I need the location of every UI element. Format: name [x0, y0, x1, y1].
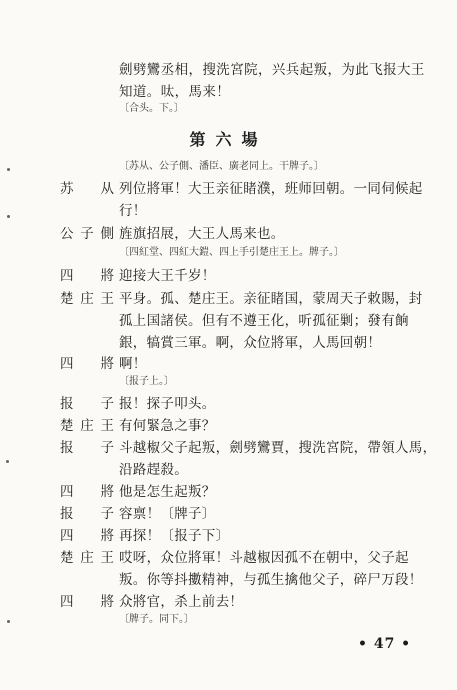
speech-line: 报！探子叩头。: [119, 396, 216, 412]
top-stage-direction: 〔合头。下。〕: [119, 103, 184, 114]
speech-text: [119, 393, 444, 415]
stage-direction: 〔报子上。〕: [119, 376, 174, 387]
speech-line: 有何緊急之事？: [119, 418, 216, 434]
speech-text: [119, 591, 444, 613]
speaker: 四將: [60, 268, 114, 284]
scan-speck: [7, 168, 10, 171]
speaker: 苏从: [60, 181, 114, 197]
speech-line: 再探！〔报子下〕: [119, 528, 230, 544]
speaker: 楚庄王: [60, 291, 114, 307]
speech-line: 哎呀，众位將軍！斗越椒因孤不在朝中，父子起: [119, 550, 409, 566]
speech-text: [119, 503, 444, 525]
scan-speck: [7, 215, 10, 218]
scene-title: 第六場: [189, 130, 268, 149]
speaker: 楚庄王: [60, 550, 114, 566]
speech-text: [119, 547, 444, 591]
scene-stage-direction: 〔苏从、公子側、潘臣、廣老同上。干牌子。〕: [119, 161, 324, 172]
top-speech-line-2: 知道。呔，馬来！: [119, 84, 231, 100]
speech-line: 列位將軍！大王亲征睹濮，班师回朝。一同伺候起: [119, 181, 423, 197]
speech-line: 众將官，杀上前去！: [119, 594, 244, 610]
stage-direction: 〔四紅堂、四紅大鎧、四上手引楚庄王上。牌子。〕: [119, 247, 344, 258]
stage-direction: 〔牌子。同下。〕: [119, 614, 194, 625]
scan-speck: [7, 620, 10, 623]
speech-line: 他是怎生起叛？: [119, 484, 216, 500]
speaker: 公子側: [60, 226, 114, 242]
speaker: 四將: [60, 484, 114, 500]
speech-line: 斗越椒父子起叛，劍劈鸞賈，搜洗宮院，帶領人馬，: [119, 440, 437, 456]
top-speech-line-1: 劍劈鸞丞相，搜洗宮院，兴兵起叛，为此飞报大王: [119, 62, 425, 78]
speech-line: 啊！: [119, 356, 147, 372]
speech-text: [119, 353, 444, 375]
page-number: • 47 •: [358, 636, 412, 652]
speech-line: 平身。孤、楚庄王。亲征睹国，蒙周天子敕賜，封: [119, 291, 423, 307]
speech-line: 孤上国諸侯。但有不遵王化，听孤征剿；發有餉: [119, 313, 409, 329]
speaker: 报子: [60, 396, 114, 412]
speech-line: 容禀！〔牌子〕: [119, 506, 216, 522]
speaker: 四將: [60, 594, 114, 610]
speech-text: [119, 178, 444, 222]
speech-text: [119, 525, 444, 547]
speech-line: 旌旗招展，大王人馬来也。: [119, 226, 285, 242]
speech-line: 銀，犒賞三軍。啊，众位將軍，人馬回朝！: [119, 335, 382, 351]
speaker: 四將: [60, 528, 114, 544]
speech-text: [119, 288, 444, 354]
speech-text: [119, 223, 444, 245]
speech-line: 叛。你等抖擻精神，与孤生擒他父子，碎尸万段！: [119, 572, 423, 588]
speech-line: 迎接大王千岁！: [119, 268, 216, 284]
speech-text: [119, 437, 444, 481]
speaker: 楚庄王: [60, 418, 114, 434]
scan-speck: [6, 460, 9, 463]
speaker: 四將: [60, 356, 114, 372]
speaker: 报子: [60, 440, 114, 456]
speech-text: [119, 415, 444, 437]
speech-text: [119, 481, 444, 503]
speech-text: [119, 265, 444, 287]
speaker: 报子: [60, 506, 114, 522]
speech-line: 沿路趕殺。: [119, 462, 188, 478]
speech-line: 行！: [119, 203, 147, 219]
top-speech: [119, 59, 439, 103]
